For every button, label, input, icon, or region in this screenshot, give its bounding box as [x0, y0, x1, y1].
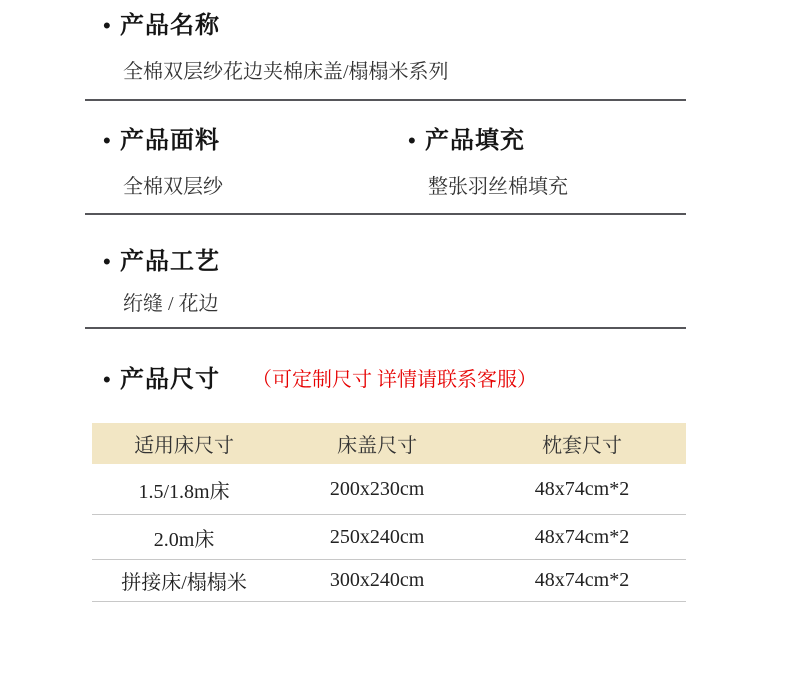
cell-cover-size: 250x240cm	[329, 525, 425, 548]
product-name-title: 产品名称	[120, 12, 220, 39]
cell-bed-size: 拼接床/榻榻米	[121, 572, 247, 594]
section-product-size	[85, 329, 686, 394]
product-size-heading	[85, 366, 686, 394]
section-product-filling	[390, 127, 686, 199]
custom-size-note: （可定制尺寸 详情请联系客服）	[252, 369, 537, 391]
product-name-value: 全棉双层纱花边夹棉床盖/榻榻米系列	[123, 61, 449, 83]
product-craft-title: 产品工艺	[120, 248, 220, 275]
size-table-header-row	[92, 423, 686, 464]
table-row	[92, 515, 686, 560]
section-fabric-filling	[85, 101, 686, 213]
product-detail-page	[85, 0, 686, 602]
bullet-icon: •	[103, 249, 111, 274]
section-product-fabric	[85, 127, 390, 199]
product-craft-heading	[85, 248, 686, 276]
cell-cover-size: 300x240cm	[329, 569, 425, 591]
table-row	[92, 560, 686, 602]
section-product-craft	[85, 215, 686, 327]
product-filling-value: 整张羽丝棉填充	[428, 176, 568, 198]
product-filling-title: 产品填充	[425, 127, 525, 154]
product-name-heading	[85, 12, 686, 40]
product-fabric-title: 产品面料	[120, 127, 220, 154]
column-header-bed-size: 适用床尺寸	[134, 435, 235, 457]
bullet-icon: •	[408, 128, 416, 153]
cell-pillow-size: 48x74cm*2	[534, 477, 630, 500]
product-fabric-value: 全棉双层纱	[123, 176, 223, 198]
bullet-icon: •	[103, 13, 111, 38]
product-filling-heading	[390, 127, 686, 155]
table-row	[92, 464, 686, 515]
bullet-icon: •	[103, 128, 111, 153]
product-craft-value: 绗缝 / 花边	[123, 293, 219, 315]
cell-bed-size: 2.0m床	[153, 528, 215, 551]
product-fabric-heading	[85, 127, 390, 155]
cell-cover-size: 200x230cm	[329, 477, 425, 500]
bullet-icon: •	[103, 367, 111, 392]
section-product-name	[85, 0, 686, 99]
cell-pillow-size: 48x74cm*2	[534, 525, 630, 548]
cell-bed-size: 1.5/1.8m床	[138, 480, 230, 503]
column-header-pillow-size: 枕套尺寸	[542, 435, 623, 457]
cell-pillow-size: 48x74cm*2	[534, 569, 630, 591]
size-table	[92, 423, 686, 602]
column-header-cover-size: 床盖尺寸	[337, 435, 418, 457]
product-size-title: 产品尺寸	[120, 366, 220, 393]
